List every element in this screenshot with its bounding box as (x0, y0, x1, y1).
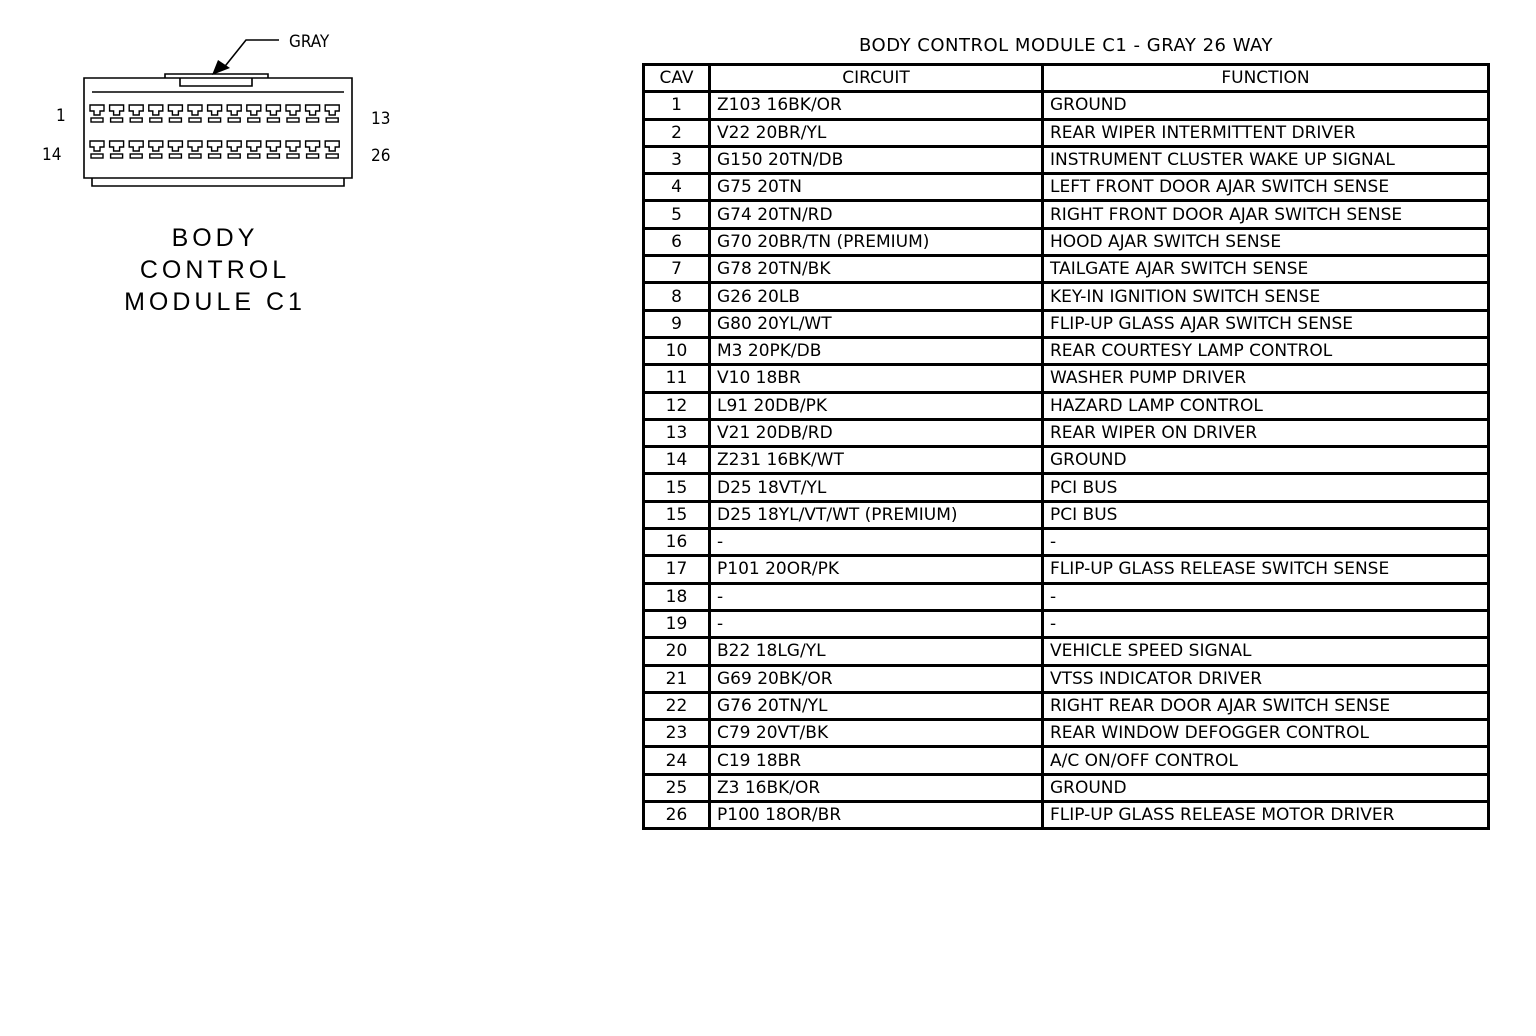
function-cell: FLIP-UP GLASS AJAR SWITCH SENSE (1043, 310, 1489, 337)
function-cell: FLIP-UP GLASS RELEASE SWITCH SENSE (1043, 556, 1489, 583)
cav-cell: 14 (644, 447, 710, 474)
table-row (644, 529, 1489, 556)
function-cell: KEY-IN IGNITION SWITCH SENSE (1043, 283, 1489, 310)
cav-cell: 16 (644, 529, 710, 556)
connector-caption-line-1: BODY (171, 224, 259, 252)
function-cell: INSTRUMENT CLUSTER WAKE UP SIGNAL (1043, 146, 1489, 173)
function-cell: GROUND (1043, 447, 1489, 474)
table-row (644, 392, 1489, 419)
table-row (644, 92, 1489, 119)
circuit-cell: G74 20TN/RD (710, 201, 1043, 228)
circuit-cell: - (710, 583, 1043, 610)
function-cell: WASHER PUMP DRIVER (1043, 365, 1489, 392)
connector-cavity (149, 105, 163, 122)
circuit-cell: - (710, 529, 1043, 556)
table-row (644, 283, 1489, 310)
connector-cavity (306, 141, 320, 158)
pin-label-14: 14 (42, 145, 62, 165)
table-row (644, 310, 1489, 337)
connector-cavity (286, 105, 300, 122)
table-row (644, 692, 1489, 719)
cav-cell: 11 (644, 365, 710, 392)
connector-cavity (325, 105, 339, 122)
circuit-cell: Z3 16BK/OR (710, 774, 1043, 801)
function-cell: GROUND (1043, 774, 1489, 801)
function-cell: PCI BUS (1043, 474, 1489, 501)
function-cell: - (1043, 583, 1489, 610)
circuit-cell: C19 18BR (710, 747, 1043, 774)
table-title: BODY CONTROL MODULE C1 - GRAY 26 WAY (859, 35, 1273, 56)
cav-cell: 9 (644, 310, 710, 337)
cav-cell: 2 (644, 119, 710, 146)
pin-label-1: 1 (56, 106, 66, 126)
table-row (644, 337, 1489, 364)
circuit-cell: G76 20TN/YL (710, 692, 1043, 719)
connector-cavity (129, 105, 143, 122)
function-cell: TAILGATE AJAR SWITCH SENSE (1043, 256, 1489, 283)
circuit-cell: C79 20VT/BK (710, 720, 1043, 747)
pin-label-13: 13 (371, 109, 391, 129)
cav-cell: 22 (644, 692, 710, 719)
function-cell: HAZARD LAMP CONTROL (1043, 392, 1489, 419)
table-row (644, 802, 1489, 829)
cav-cell: 23 (644, 720, 710, 747)
table-row (644, 474, 1489, 501)
cav-cell: 26 (644, 802, 710, 829)
header-cav: CAV (644, 65, 710, 92)
cav-cell: 10 (644, 337, 710, 364)
connector-cavity (168, 141, 182, 158)
cav-cell: 12 (644, 392, 710, 419)
circuit-cell: G150 20TN/DB (710, 146, 1043, 173)
table-row (644, 774, 1489, 801)
table-row (644, 720, 1489, 747)
table-row (644, 365, 1489, 392)
header-circuit: CIRCUIT (710, 65, 1043, 92)
circuit-cell: Z103 16BK/OR (710, 92, 1043, 119)
connector-cavity (188, 105, 202, 122)
function-cell: FLIP-UP GLASS RELEASE MOTOR DRIVER (1043, 802, 1489, 829)
cav-cell: 6 (644, 228, 710, 255)
function-cell: REAR COURTESY LAMP CONTROL (1043, 337, 1489, 364)
circuit-cell: V22 20BR/YL (710, 119, 1043, 146)
connector-cavity (168, 105, 182, 122)
connector-cavity (325, 141, 339, 158)
circuit-cell: G78 20TN/BK (710, 256, 1043, 283)
table-row (644, 583, 1489, 610)
connector-cavity (208, 105, 222, 122)
function-cell: RIGHT REAR DOOR AJAR SWITCH SENSE (1043, 692, 1489, 719)
function-cell: VEHICLE SPEED SIGNAL (1043, 638, 1489, 665)
connector-cavity (306, 105, 320, 122)
cav-cell: 4 (644, 174, 710, 201)
connector-cavity (208, 141, 222, 158)
cav-cell: 13 (644, 419, 710, 446)
connector-caption-line-2: CONTROL (139, 256, 291, 284)
function-cell: VTSS INDICATOR DRIVER (1043, 665, 1489, 692)
circuit-cell: V21 20DB/RD (710, 419, 1043, 446)
function-cell: A/C ON/OFF CONTROL (1043, 747, 1489, 774)
connector-cavity (266, 105, 280, 122)
cav-cell: 21 (644, 665, 710, 692)
header-function: FUNCTION (1043, 65, 1489, 92)
circuit-cell: D25 18YL/VT/WT (PREMIUM) (710, 501, 1043, 528)
cav-cell: 3 (644, 146, 710, 173)
cav-cell: 7 (644, 256, 710, 283)
function-cell: - (1043, 610, 1489, 637)
circuit-cell: M3 20PK/DB (710, 337, 1043, 364)
function-cell: LEFT FRONT DOOR AJAR SWITCH SENSE (1043, 174, 1489, 201)
cav-cell: 19 (644, 610, 710, 637)
table-row (644, 747, 1489, 774)
table-row (644, 228, 1489, 255)
table-row (644, 556, 1489, 583)
circuit-cell: B22 18LG/YL (710, 638, 1043, 665)
table-row (644, 201, 1489, 228)
circuit-cell: Z231 16BK/WT (710, 447, 1043, 474)
function-cell: PCI BUS (1043, 501, 1489, 528)
function-cell: RIGHT FRONT DOOR AJAR SWITCH SENSE (1043, 201, 1489, 228)
circuit-cell: P101 20OR/PK (710, 556, 1043, 583)
circuit-cell: - (710, 610, 1043, 637)
connector-cavity (110, 141, 124, 158)
circuit-cell: D25 18VT/YL (710, 474, 1043, 501)
circuit-cell: L91 20DB/PK (710, 392, 1043, 419)
pin-label-26: 26 (371, 146, 391, 166)
table-row (644, 638, 1489, 665)
cav-cell: 25 (644, 774, 710, 801)
cav-cell: 24 (644, 747, 710, 774)
table-row (644, 419, 1489, 446)
circuit-cell: P100 18OR/BR (710, 802, 1043, 829)
connector-cavity (227, 141, 241, 158)
function-cell: - (1043, 529, 1489, 556)
connector-cavity (266, 141, 280, 158)
cav-cell: 15 (644, 474, 710, 501)
pinout-table (642, 63, 1490, 830)
function-cell: REAR WIPER ON DRIVER (1043, 419, 1489, 446)
cav-cell: 5 (644, 201, 710, 228)
cav-cell: 20 (644, 638, 710, 665)
circuit-cell: G75 20TN (710, 174, 1043, 201)
connector-color-label: GRAY (289, 32, 330, 52)
connector-cavity (227, 105, 241, 122)
connector-cavity (149, 141, 163, 158)
table-row (644, 501, 1489, 528)
table-header-row (644, 65, 1489, 92)
cav-cell: 15 (644, 501, 710, 528)
table-row (644, 174, 1489, 201)
cav-cell: 17 (644, 556, 710, 583)
function-cell: HOOD AJAR SWITCH SENSE (1043, 228, 1489, 255)
cav-cell: 1 (644, 92, 710, 119)
connector-cavity (90, 105, 104, 122)
table-row (644, 146, 1489, 173)
table-row (644, 665, 1489, 692)
connector-cavity (129, 141, 143, 158)
connector-cavity (110, 105, 124, 122)
connector-caption-line-3: MODULE C1 (124, 288, 306, 316)
function-cell: REAR WIPER INTERMITTENT DRIVER (1043, 119, 1489, 146)
connector-cavity (247, 141, 261, 158)
table-row (644, 119, 1489, 146)
connector-cavity (286, 141, 300, 158)
circuit-cell: G69 20BK/OR (710, 665, 1043, 692)
circuit-cell: G26 20LB (710, 283, 1043, 310)
circuit-cell: V10 18BR (710, 365, 1043, 392)
connector-cavity (247, 105, 261, 122)
connector-cavity (90, 141, 104, 158)
circuit-cell: G70 20BR/TN (PREMIUM) (710, 228, 1043, 255)
table-row (644, 447, 1489, 474)
table-row (644, 256, 1489, 283)
table-row (644, 610, 1489, 637)
connector-cavity (188, 141, 202, 158)
circuit-cell: G80 20YL/WT (710, 310, 1043, 337)
cav-cell: 8 (644, 283, 710, 310)
cav-cell: 18 (644, 583, 710, 610)
function-cell: REAR WINDOW DEFOGGER CONTROL (1043, 720, 1489, 747)
function-cell: GROUND (1043, 92, 1489, 119)
